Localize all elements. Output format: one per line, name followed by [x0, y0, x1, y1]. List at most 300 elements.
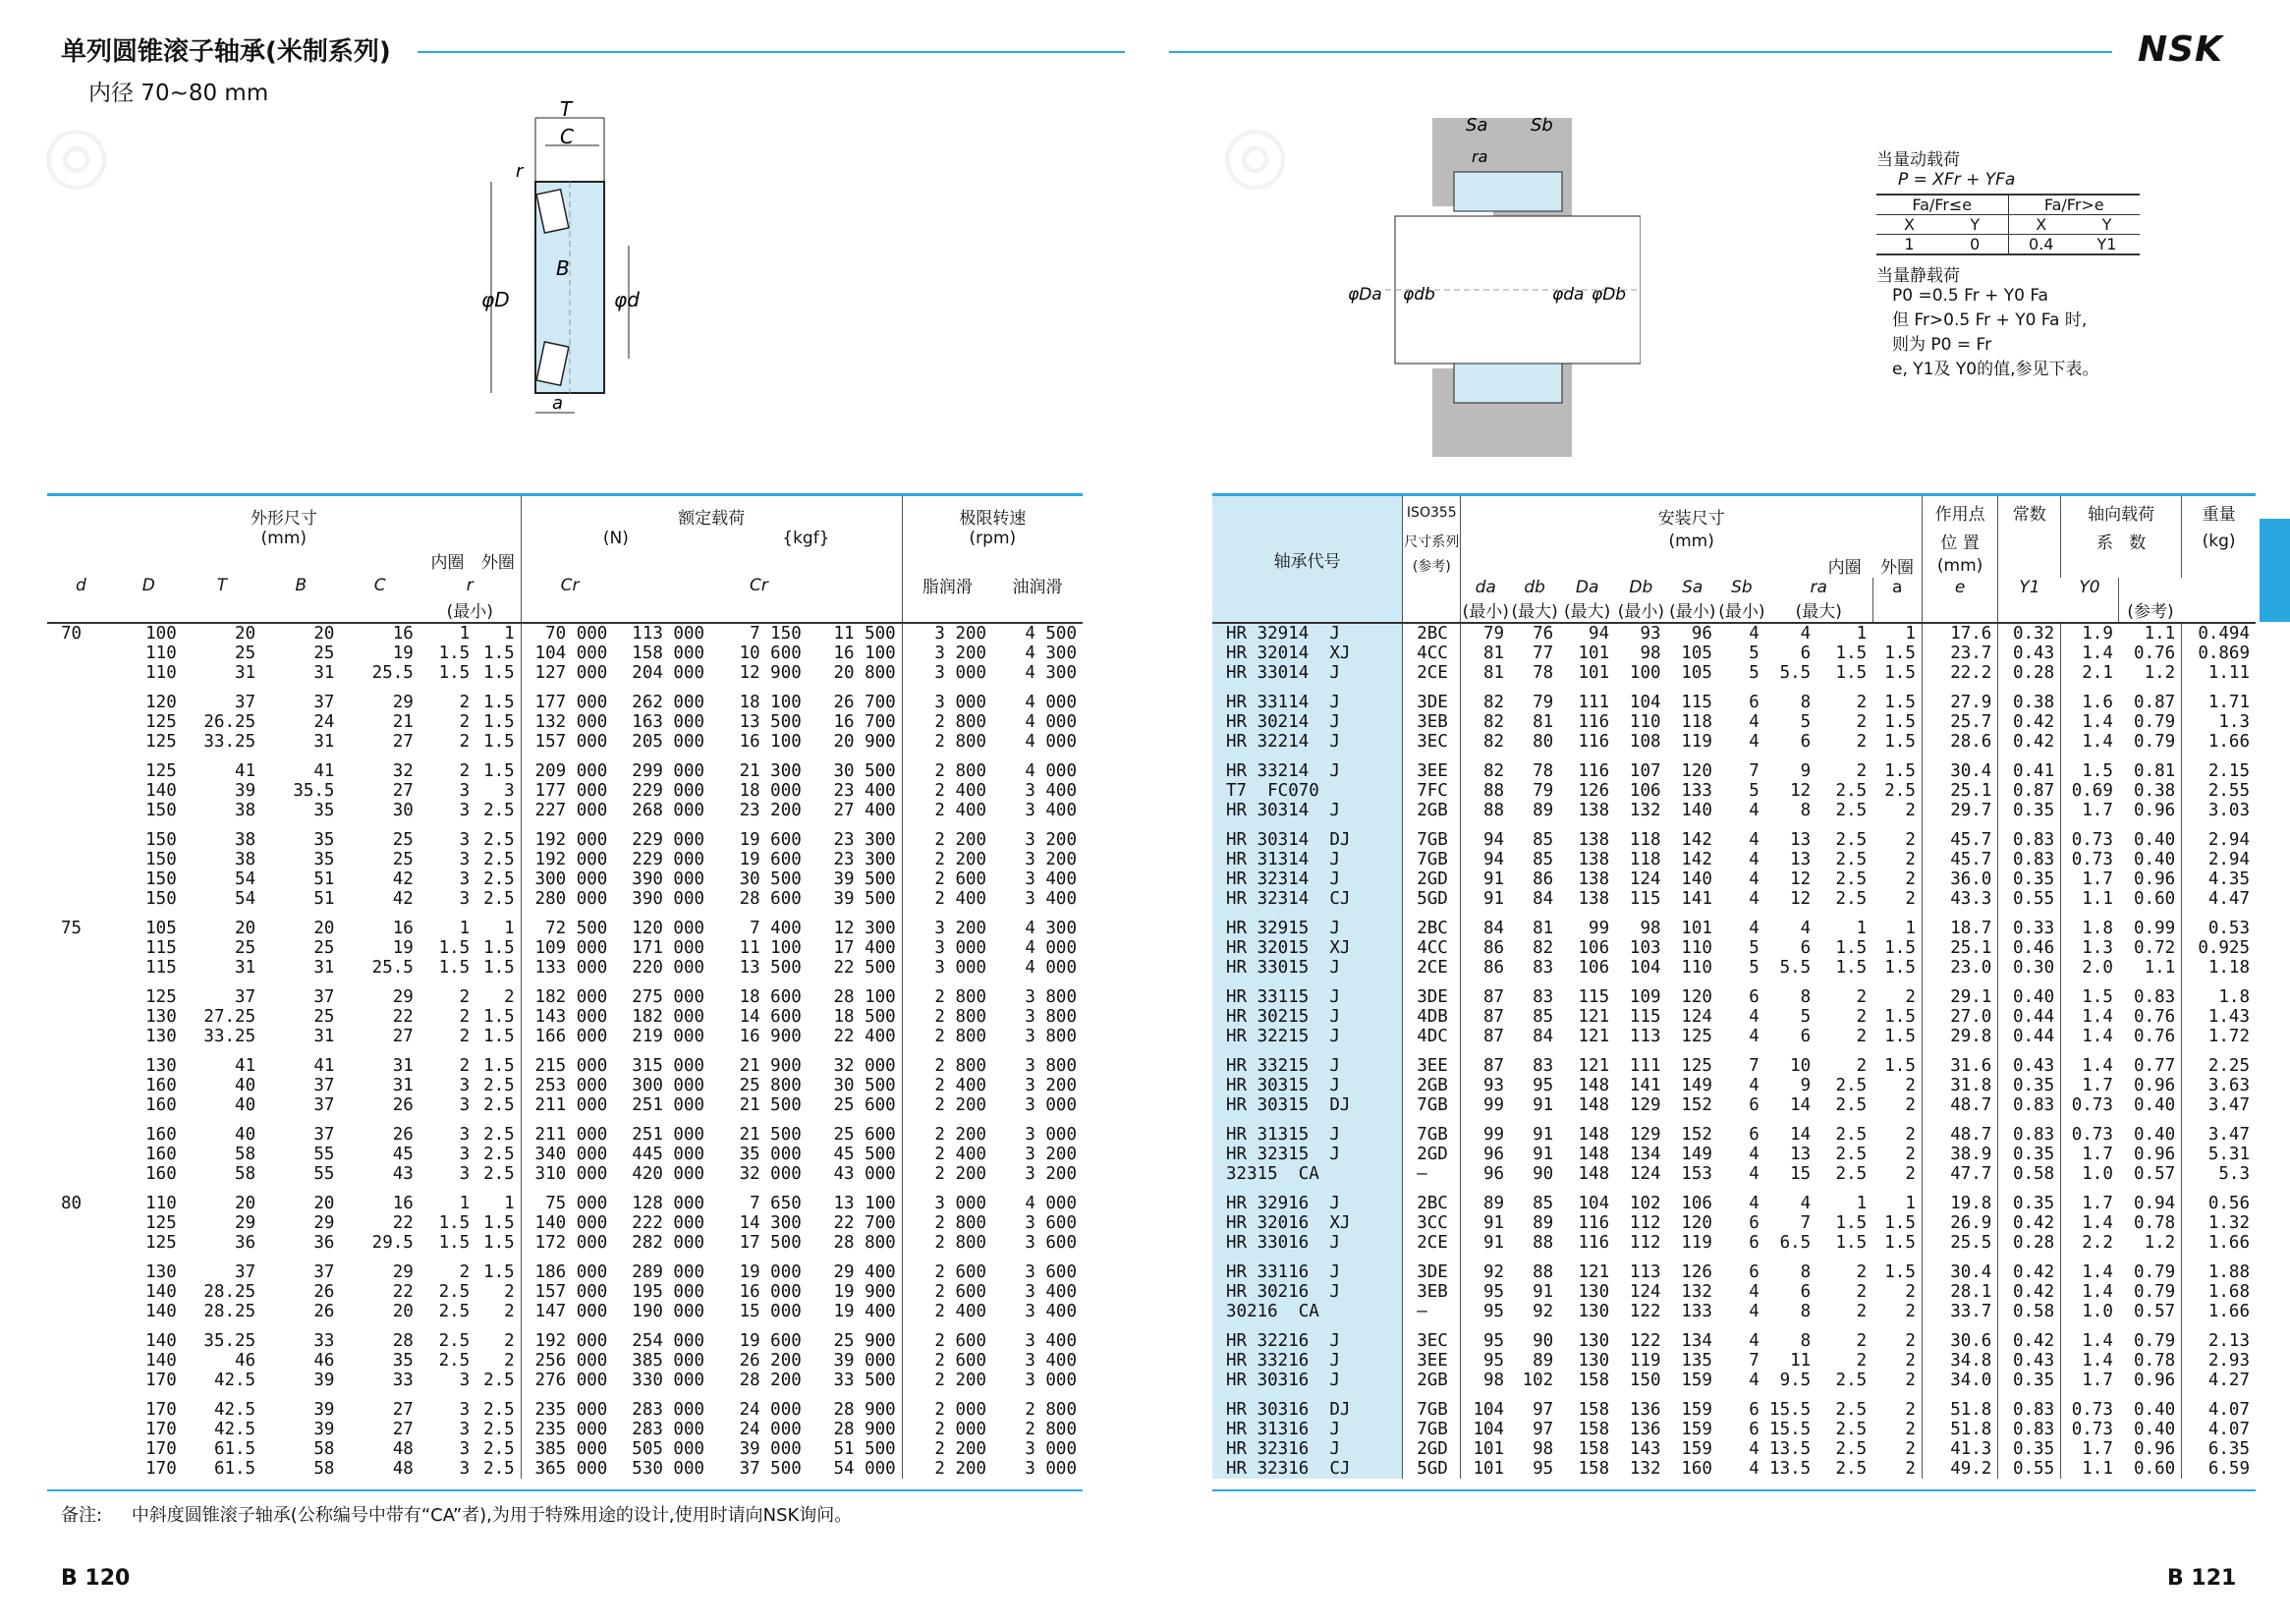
- table-cell: 3EE: [1403, 1056, 1461, 1076]
- table-cell: 96: [1461, 1145, 1510, 1164]
- table-cell: 0.35: [1998, 1145, 2061, 1164]
- table-cell: HR 32015 XJ: [1212, 938, 1403, 958]
- table-cell: 140: [145, 1302, 177, 1321]
- table-cell: 7: [1749, 1056, 1759, 1076]
- table-cell: 95: [1461, 1282, 1510, 1302]
- table-cell: [47, 732, 115, 752]
- table-cell: 82: [1461, 693, 1510, 712]
- table-cell: 48: [392, 1439, 414, 1459]
- table-cell: 14 300: [739, 1213, 802, 1233]
- table-cell: 133 000: [521, 958, 613, 978]
- table-cell: 55: [313, 1164, 335, 1184]
- table-cell: 4 000: [1025, 732, 1077, 752]
- table-cell: 4: [1749, 1371, 1759, 1390]
- table-cell: 1.5: [1835, 1233, 1868, 1253]
- table-cell: 150: [1629, 1371, 1661, 1390]
- table-cell: 113: [1629, 1027, 1661, 1046]
- hdr-B: B: [295, 575, 307, 595]
- table-cell: 37: [313, 1076, 335, 1095]
- table-cell: 42: [392, 869, 414, 889]
- table-cell: [47, 869, 115, 889]
- table-cell: 115: [1578, 987, 1610, 1007]
- table-cell: 160: [145, 1164, 177, 1184]
- hdr-axial1: 轴向载荷: [2061, 495, 2182, 530]
- hdr-iso3: (参考): [1403, 553, 1461, 578]
- hdr-max1: (最大): [1511, 602, 1558, 622]
- table-cell: 93: [1640, 624, 1661, 644]
- table-row: [47, 693, 1083, 712]
- table-cell: 130: [1578, 1282, 1610, 1302]
- table-cell: 17.6: [1922, 623, 1997, 644]
- table-cell: 3: [459, 781, 471, 801]
- table-cell: 3: [459, 1145, 471, 1164]
- x-val2: 0.4: [2029, 235, 2054, 253]
- table-cell: 19 600: [739, 1331, 802, 1351]
- table-cell: 2.5: [483, 1076, 515, 1095]
- table-cell: 4 000: [1025, 712, 1077, 732]
- table-cell: 82: [1461, 712, 1510, 732]
- table-cell: 31: [313, 663, 335, 683]
- table-cell: 31.8: [1922, 1076, 1997, 1095]
- table-cell: 75 000: [521, 1194, 613, 1213]
- table-cell: 14: [1790, 1125, 1812, 1145]
- table-cell: 109 000: [521, 938, 613, 958]
- table-cell: [47, 781, 115, 801]
- table-cell: 134: [1629, 1145, 1661, 1164]
- table-cell: 6: [1800, 1027, 1812, 1046]
- table-cell: 2 200: [902, 1459, 992, 1479]
- table-cell: 0.78: [2134, 1351, 2176, 1371]
- table-cell: 1.5: [483, 1027, 515, 1046]
- table-cell: [47, 1056, 115, 1076]
- table-cell: 101: [1578, 663, 1610, 683]
- table-cell: 3: [459, 1420, 471, 1439]
- table-cell: 140: [1681, 869, 1712, 889]
- table-row: [1212, 889, 2256, 909]
- table-cell: 2.5: [438, 1282, 471, 1302]
- table-cell: 39 000: [833, 1351, 896, 1371]
- table-cell: 310 000: [521, 1164, 613, 1184]
- table-cell: 4: [1749, 1007, 1759, 1027]
- table-cell: 3 000: [1025, 1371, 1077, 1390]
- table-cell: 32 000: [739, 1164, 802, 1184]
- table-cell: 120: [1681, 987, 1712, 1007]
- table-cell: 3EC: [1403, 732, 1461, 752]
- table-cell: 4.07: [2182, 1400, 2256, 1420]
- table-cell: 2: [1856, 1262, 1868, 1282]
- table-cell: 2 800: [902, 1056, 992, 1076]
- table-cell: [47, 663, 115, 683]
- table-cell: 126: [1578, 781, 1610, 801]
- table-cell: 140: [145, 1351, 177, 1371]
- table-cell: 0.35: [1998, 1194, 2061, 1213]
- table-cell: 45.7: [1922, 850, 1997, 869]
- table-cell: 48: [392, 1459, 414, 1479]
- table-cell: 43.3: [1922, 889, 1997, 909]
- table-cell: 4CC: [1403, 644, 1461, 663]
- table-cell: 4 000: [1025, 1194, 1077, 1213]
- table-cell: 40: [235, 1095, 256, 1115]
- table-cell: 16 100: [739, 732, 802, 752]
- table-cell: 20 800: [833, 663, 896, 683]
- table-cell: 1.88: [2182, 1262, 2256, 1282]
- table-cell: 81: [1533, 919, 1554, 938]
- table-cell: 87: [1461, 1056, 1510, 1076]
- table-cell: 3 400: [1025, 1302, 1077, 1321]
- table-cell: 235 000: [521, 1420, 613, 1439]
- hdr-da: da: [1461, 578, 1510, 597]
- table-cell: 58: [235, 1145, 256, 1164]
- table-cell: 1.5: [1884, 761, 1916, 781]
- table-cell: 55: [313, 1145, 335, 1164]
- right-bearing-table: [1212, 493, 2256, 1479]
- table-cell: 4 000: [1025, 761, 1077, 781]
- table-cell: 1.1: [2061, 1459, 2119, 1479]
- table-cell: 148: [1578, 1076, 1610, 1095]
- table-cell: 3 000: [902, 693, 992, 712]
- footnote-text: 中斜度圆锥滚子轴承(公称编号中带有“CA”者),为用于特殊用途的设计,使用时请向NSK询问。: [131, 1505, 853, 1526]
- table-cell: 1.5: [483, 761, 515, 781]
- table-cell: 195 000: [632, 1282, 705, 1302]
- table-cell: [47, 938, 115, 958]
- table-cell: 19 600: [739, 830, 802, 850]
- table-cell: 140 000: [521, 1213, 613, 1233]
- hdr-min4: (最小): [1718, 602, 1765, 622]
- diagram-label-Sb: Sb: [1531, 115, 1553, 136]
- table-cell: 1.5: [1884, 693, 1916, 712]
- table-cell: 39: [313, 1371, 335, 1390]
- table-cell: 106: [1629, 781, 1661, 801]
- table-cell: 0.96: [2134, 1076, 2176, 1095]
- diagram-label-D: φD: [481, 288, 510, 311]
- table-cell: 3 000: [1025, 1459, 1077, 1479]
- table-cell: 31: [313, 958, 335, 978]
- hdr-min3: (最小): [1669, 602, 1716, 622]
- table-cell: 2.55: [2182, 781, 2256, 801]
- table-cell: 116: [1578, 1233, 1610, 1253]
- table-cell: 1.4: [2061, 1331, 2119, 1351]
- table-cell: 0.55: [1998, 1459, 2061, 1479]
- table-cell: 4 000: [1025, 938, 1077, 958]
- table-cell: 5.3: [2182, 1164, 2256, 1184]
- table-cell: 111: [1629, 1056, 1661, 1076]
- table-cell: 2.5: [483, 1420, 515, 1439]
- table-row: [47, 869, 1083, 889]
- table-cell: 22 400: [833, 1027, 896, 1046]
- table-cell: 113 000: [632, 624, 705, 644]
- table-cell: 4 000: [1025, 958, 1077, 978]
- table-row: [47, 1145, 1083, 1164]
- table-cell: 1.4: [2061, 644, 2119, 663]
- table-cell: 204 000: [632, 663, 705, 683]
- table-cell: 3 200: [902, 644, 992, 663]
- table-cell: 42.5: [213, 1420, 256, 1439]
- table-cell: 111: [1578, 693, 1610, 712]
- table-row: [47, 1302, 1083, 1321]
- table-cell: 25: [392, 830, 414, 850]
- table-cell: [47, 958, 115, 978]
- table-cell: 3 000: [902, 1194, 992, 1213]
- table-cell: 115: [145, 938, 177, 958]
- table-cell: 104 000: [521, 644, 613, 663]
- table-cell: 3.47: [2182, 1125, 2256, 1145]
- hdr-code: 轴承代号: [1212, 495, 1403, 624]
- table-cell: [47, 1213, 115, 1233]
- table-cell: 219 000: [632, 1027, 705, 1046]
- table-cell: 142: [1681, 850, 1712, 869]
- table-cell: 96: [1691, 624, 1712, 644]
- table-cell: 91: [1533, 1145, 1554, 1164]
- table-cell: 18 500: [833, 1007, 896, 1027]
- table-cell: 38: [235, 801, 256, 820]
- table-cell: 98: [1461, 1371, 1510, 1390]
- table-cell: 0.73: [2061, 830, 2119, 850]
- table-cell: 28.25: [203, 1302, 256, 1321]
- table-cell: 0.35: [1998, 1076, 2061, 1095]
- table-cell: 121: [1578, 1262, 1610, 1282]
- table-cell: 280 000: [521, 889, 613, 909]
- table-row: [1212, 958, 2256, 978]
- table-cell: 91: [1461, 1233, 1510, 1253]
- table-cell: 0.79: [2134, 1282, 2176, 1302]
- table-cell: 2GD: [1403, 1145, 1461, 1164]
- table-cell: [47, 1371, 115, 1390]
- table-cell: 1.32: [2182, 1213, 2256, 1233]
- table-cell: 262 000: [632, 693, 705, 712]
- table-cell: 141: [1629, 1076, 1661, 1095]
- table-cell: 1.5: [438, 1233, 471, 1253]
- table-cell: 7GB: [1403, 1125, 1461, 1145]
- table-cell: 1.4: [2061, 732, 2119, 752]
- table-cell: 283 000: [632, 1420, 705, 1439]
- table-cell: 0.94: [2134, 1194, 2176, 1213]
- table-cell: 3: [459, 1439, 471, 1459]
- table-row: [47, 1371, 1083, 1390]
- table-cell: 94: [1589, 624, 1610, 644]
- table-cell: 136: [1629, 1420, 1661, 1439]
- table-row: [47, 830, 1083, 850]
- table-cell: 121: [1578, 1007, 1610, 1027]
- table-cell: 170: [145, 1420, 177, 1439]
- table-cell: 2.5: [1835, 781, 1868, 801]
- table-cell: 1.3: [2182, 712, 2256, 732]
- table-cell: 160: [145, 1095, 177, 1115]
- table-cell: 125: [145, 1233, 177, 1253]
- table-cell: 19 400: [833, 1302, 896, 1321]
- table-cell: 0.43: [1998, 1056, 2061, 1076]
- table-cell: 340 000: [521, 1145, 613, 1164]
- table-cell: 390 000: [632, 889, 705, 909]
- diagram-label-da: φda: [1552, 285, 1585, 305]
- table-cell: 4: [1749, 624, 1759, 644]
- table-cell: 7GB: [1403, 1420, 1461, 1439]
- table-row: [1212, 1007, 2256, 1027]
- table-cell: 0.96: [2134, 1439, 2176, 1459]
- table-row: [47, 1213, 1083, 1233]
- table-cell: 3 400: [1025, 1351, 1077, 1371]
- table-cell: 2 200: [902, 1439, 992, 1459]
- hdr-T: T: [216, 575, 228, 595]
- table-cell: 16: [392, 1194, 414, 1213]
- table-cell: 0.42: [1998, 732, 2061, 752]
- hdr-D: D: [141, 575, 155, 595]
- table-cell: 1.0: [2061, 1302, 2119, 1321]
- table-cell: 3: [459, 1371, 471, 1390]
- table-cell: 94: [1461, 830, 1510, 850]
- table-cell: 2: [1905, 1459, 1916, 1479]
- table-cell: 2 800: [902, 761, 992, 781]
- table-cell: 0.96: [2134, 1371, 2176, 1390]
- load-info: [1876, 145, 2151, 379]
- table-row: [47, 1459, 1083, 1479]
- table-cell: 1.7: [2061, 1145, 2119, 1164]
- table-cell: 2 400: [902, 1076, 992, 1095]
- table-cell: 29: [313, 1213, 335, 1233]
- table-cell: 140: [145, 781, 177, 801]
- table-cell: 91: [1461, 1213, 1510, 1233]
- table-cell: 0.58: [1998, 1164, 2061, 1184]
- table-cell: [47, 1145, 115, 1164]
- table-cell: [47, 830, 115, 850]
- table-cell: 2: [459, 712, 471, 732]
- table-cell: 29.8: [1922, 1027, 1997, 1046]
- table-cell: 148: [1578, 1164, 1610, 1184]
- table-cell: 116: [1578, 1213, 1610, 1233]
- table-cell: 132 000: [521, 712, 613, 732]
- table-cell: 26.9: [1922, 1213, 1997, 1233]
- table-cell: 23.7: [1922, 644, 1997, 663]
- table-cell: 3 800: [1025, 987, 1077, 1007]
- table-cell: 29: [235, 1213, 256, 1233]
- table-cell: 106: [1578, 938, 1610, 958]
- table-cell: 3DE: [1403, 987, 1461, 1007]
- table-cell: [47, 1095, 115, 1115]
- table-cell: 1.5: [483, 663, 515, 683]
- table-cell: 157 000: [521, 732, 613, 752]
- table-cell: 148: [1578, 1145, 1610, 1164]
- table-cell: 16 900: [739, 1027, 802, 1046]
- table-cell: 4.47: [2182, 889, 2256, 909]
- table-cell: 2: [1905, 1095, 1916, 1115]
- table-cell: 505 000: [632, 1439, 705, 1459]
- table-cell: 8: [1800, 1331, 1812, 1351]
- table-cell: 4.07: [2182, 1420, 2256, 1439]
- table-row: [47, 1262, 1083, 1282]
- table-cell: 3 000: [902, 938, 992, 958]
- table-cell: 121: [1578, 1056, 1610, 1076]
- table-cell: 82: [1533, 938, 1554, 958]
- table-cell: 0.76: [2134, 1027, 2176, 1046]
- table-cell: 119: [1681, 1233, 1712, 1253]
- table-cell: 99: [1589, 919, 1610, 938]
- table-row: [47, 889, 1083, 909]
- table-cell: 3.03: [2182, 801, 2256, 820]
- table-row: [1212, 801, 2256, 820]
- hdr-unit-kgf: {kgf}: [782, 529, 830, 548]
- table-cell: 7: [1800, 1213, 1812, 1233]
- table-cell: 14 600: [739, 1007, 802, 1027]
- table-cell: 1.4: [2061, 1027, 2119, 1046]
- table-cell: 41: [313, 761, 335, 781]
- table-cell: HR 32316 J: [1212, 1439, 1403, 1459]
- table-cell: 2: [459, 732, 471, 752]
- table-cell: 30.4: [1922, 761, 1997, 781]
- table-cell: 2 200: [902, 1164, 992, 1184]
- table-cell: 2.5: [1835, 1076, 1868, 1095]
- table-cell: 186 000: [521, 1262, 613, 1282]
- table-cell: 21 500: [739, 1095, 802, 1115]
- hdr-act1: 作用点: [1922, 495, 1997, 530]
- table-cell: 3: [459, 801, 471, 820]
- table-cell: 2.5: [483, 1125, 515, 1145]
- table-cell: 27: [392, 1027, 414, 1046]
- table-cell: 1.5: [1884, 1262, 1916, 1282]
- table-cell: 170: [145, 1371, 177, 1390]
- table-cell: 45: [392, 1145, 414, 1164]
- table-cell: 171 000: [632, 938, 705, 958]
- dyn-title: 当量动载荷: [1876, 150, 1960, 170]
- table-cell: 3: [459, 1459, 471, 1479]
- table-cell: 315 000: [632, 1056, 705, 1076]
- section-tab: [2260, 519, 2290, 622]
- bearing-dimension-diagram: [462, 98, 678, 472]
- table-cell: 3: [459, 830, 471, 850]
- table-cell: [47, 889, 115, 909]
- table-cell: 2.93: [2182, 1351, 2256, 1371]
- table-cell: 0.79: [2134, 1262, 2176, 1282]
- table-cell: 2.25: [2182, 1056, 2256, 1076]
- table-cell: 142: [1681, 830, 1712, 850]
- table-cell: 3 800: [1025, 1056, 1077, 1076]
- table-cell: HR 33014 J: [1212, 663, 1403, 683]
- table-cell: 6: [1749, 1125, 1759, 1145]
- table-cell: 2: [459, 1056, 471, 1076]
- table-cell: 4DB: [1403, 1007, 1461, 1027]
- table-cell: 140: [1681, 801, 1712, 820]
- table-cell: 3: [459, 1125, 471, 1145]
- hdr-max3: (最大): [1795, 602, 1842, 622]
- table-cell: 7GB: [1403, 850, 1461, 869]
- table-row: [47, 1331, 1083, 1351]
- table-row: [1212, 919, 2256, 938]
- table-cell: 299 000: [632, 761, 705, 781]
- table-cell: 126: [1681, 1262, 1712, 1282]
- diagram-label-T: T: [560, 98, 573, 121]
- watermark: ◎: [23, 97, 125, 210]
- table-cell: 130: [145, 1007, 177, 1027]
- table-cell: 4: [1749, 1331, 1759, 1351]
- table-cell: 84: [1533, 889, 1554, 909]
- table-row: [47, 623, 1083, 644]
- table-cell: HR 33015 J: [1212, 958, 1403, 978]
- table-cell: 2 800: [902, 1027, 992, 1046]
- table-cell: 120: [1681, 1213, 1712, 1233]
- table-cell: 105: [1681, 644, 1712, 663]
- page-number-left: B 120: [61, 1566, 131, 1591]
- brand-logo: NSK: [2138, 29, 2223, 70]
- table-cell: 2 800: [902, 1233, 992, 1253]
- table-cell: 1.5: [1884, 732, 1916, 752]
- table-cell: 40: [235, 1076, 256, 1095]
- table-cell: 20: [235, 1194, 256, 1213]
- table-cell: 2: [504, 1351, 515, 1371]
- table-cell: 120: [1681, 761, 1712, 781]
- table-cell: [47, 801, 115, 820]
- table-cell: 3: [459, 869, 471, 889]
- table-cell: 125: [145, 761, 177, 781]
- table-cell: 2.5: [1835, 1400, 1868, 1420]
- table-cell: 2: [1856, 732, 1868, 752]
